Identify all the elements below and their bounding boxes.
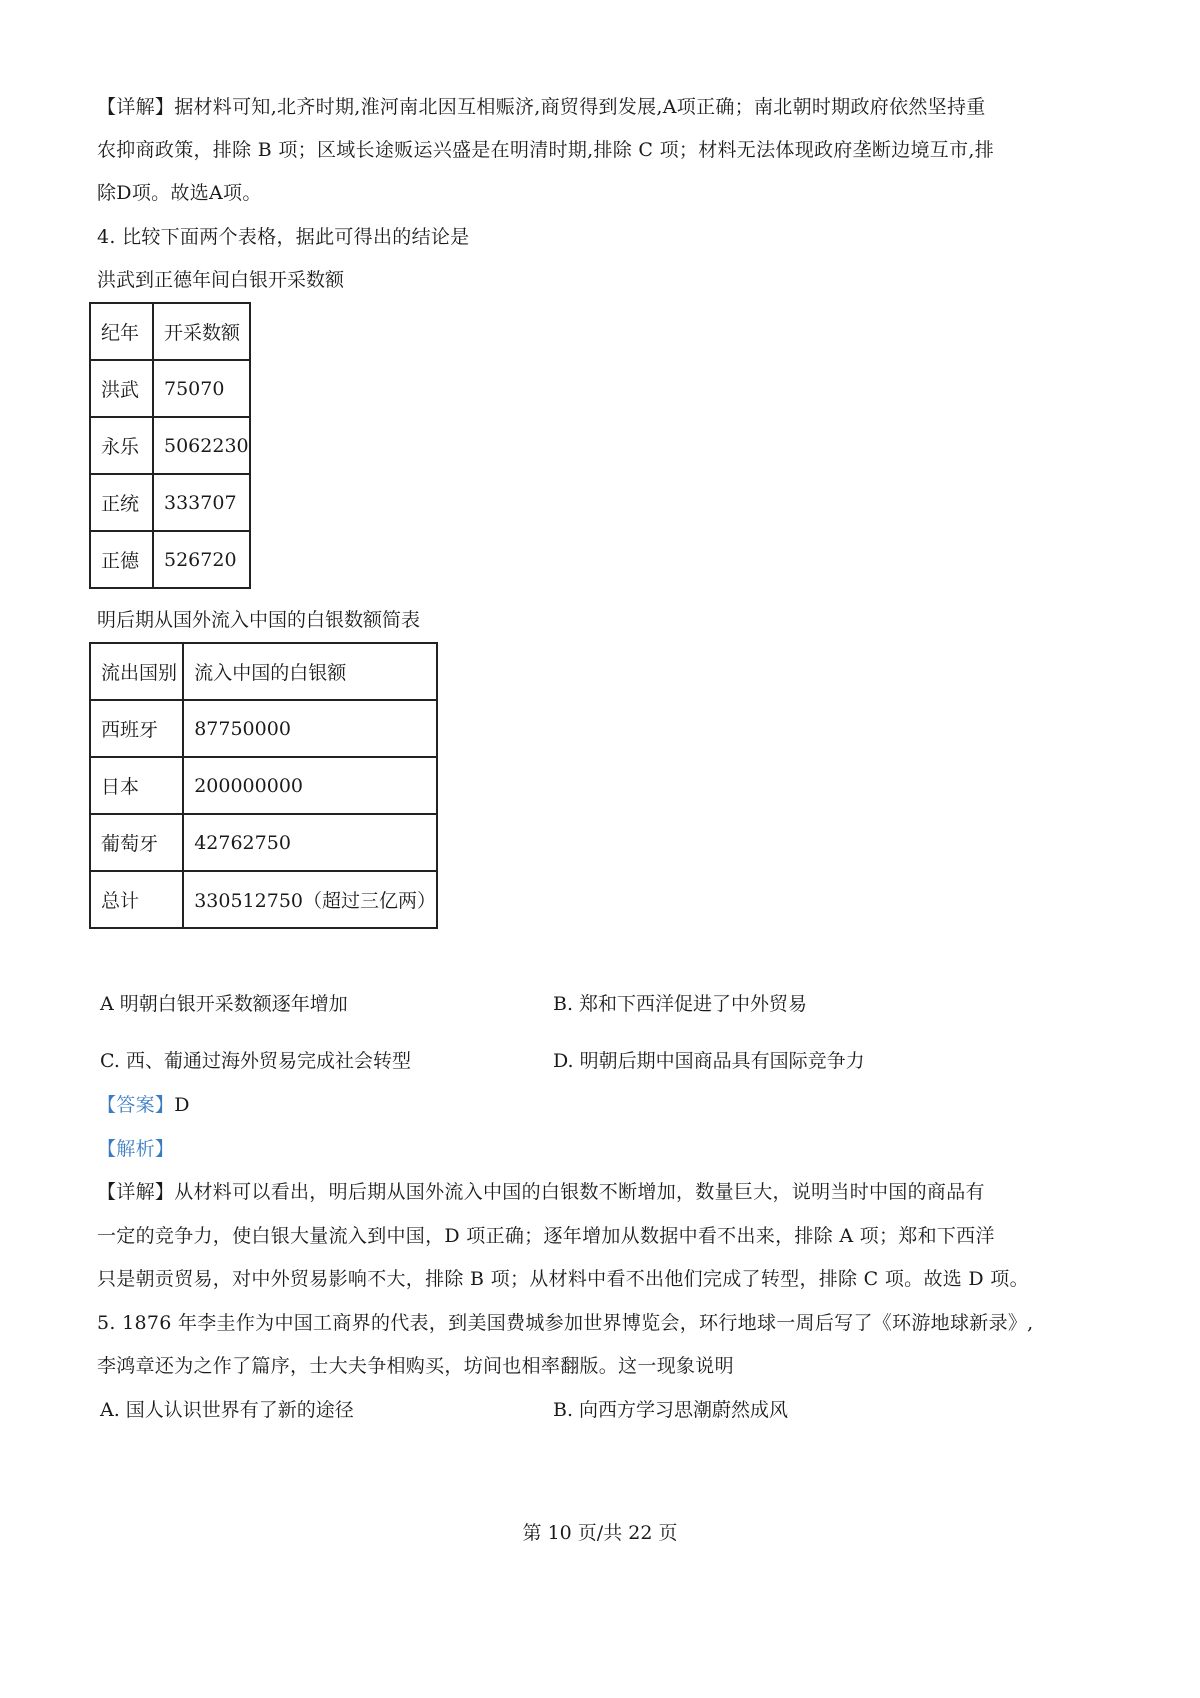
q4-detail-line-1: 【详解】从材料可以看出，明后期从国外流入中国的白银数不断增加，数量巨大，说明当时中国的商品有 bbox=[97, 1181, 985, 1203]
question-5-stem-line-2: 李鸿章还为之作了篇序，士大夫争相购买，坊间也相率翻版。这一现象说明 bbox=[97, 1355, 734, 1377]
table-cell: 75070 bbox=[153, 360, 250, 417]
table-row bbox=[90, 757, 437, 814]
table-row bbox=[90, 474, 250, 531]
prev-explanation-line-1: 【详解】据材料可知,北齐时期,淮河南北因互相赈济,商贸得到发展,A项正确；南北朝时期政府依然坚持重 bbox=[97, 96, 986, 118]
table-cell: 洪武 bbox=[90, 360, 153, 417]
table-row bbox=[90, 360, 250, 417]
q4-option-d: D. 明朝后期中国商品具有国际竞争力 bbox=[553, 1050, 865, 1072]
table-header-cell: 纪年 bbox=[90, 303, 153, 360]
table-header-cell: 开采数额 bbox=[153, 303, 250, 360]
table-cell: 5062230 bbox=[153, 417, 250, 474]
table-header-cell: 流出国别 bbox=[90, 643, 183, 700]
question-4-stem: 4. 比较下面两个表格，据此可得出的结论是 bbox=[97, 226, 470, 248]
table-cell: 87750000 bbox=[183, 700, 437, 757]
table-cell: 330512750（超过三亿两） bbox=[183, 871, 437, 928]
table-cell: 200000000 bbox=[183, 757, 437, 814]
detail-label: 【详解】 bbox=[97, 1181, 175, 1203]
table-cell: 日本 bbox=[90, 757, 183, 814]
table-cell: 葡萄牙 bbox=[90, 814, 183, 871]
table-cell: 42762750 bbox=[183, 814, 437, 871]
q5-option-a: A. 国人认识世界有了新的途径 bbox=[100, 1399, 354, 1421]
table-cell: 333707 bbox=[153, 474, 250, 531]
answer-value: D bbox=[174, 1094, 190, 1116]
prev-explanation-line-3: 除D项。故选A项。 bbox=[97, 182, 262, 204]
table-cell: 正统 bbox=[90, 474, 153, 531]
table-row bbox=[90, 814, 437, 871]
table-cell: 永乐 bbox=[90, 417, 153, 474]
table-cell: 西班牙 bbox=[90, 700, 183, 757]
answer-label: 【答案】 bbox=[97, 1094, 175, 1116]
table-cell: 526720 bbox=[153, 531, 250, 588]
q4-detail-line-3: 只是朝贡贸易，对中外贸易影响不大，排除 B 项；从材料中看不出他们完成了转型，排除 C 项。故选 D 项。 bbox=[97, 1268, 1029, 1290]
q4-option-c: C. 西、葡通过海外贸易完成社会转型 bbox=[100, 1050, 411, 1072]
table-cell: 正德 bbox=[90, 531, 153, 588]
q4-option-b: B. 郑和下西洋促进了中外贸易 bbox=[553, 993, 808, 1015]
table-header-row bbox=[90, 303, 250, 360]
q4-detail-line-2: 一定的竞争力，使白银大量流入到中国，D 项正确；逐年增加从数据中看不出来，排除 A 项；郑和下西洋 bbox=[97, 1225, 995, 1247]
q4-option-a: A 明朝白银开采数额逐年增加 bbox=[100, 993, 348, 1015]
detail-label: 【详解】 bbox=[97, 96, 175, 118]
table-row bbox=[90, 700, 437, 757]
table-cell: 总计 bbox=[90, 871, 183, 928]
page-footer: 第 10 页/共 22 页 bbox=[522, 1522, 678, 1544]
table-header-cell: 流入中国的白银额 bbox=[183, 643, 437, 700]
silver-mining-table bbox=[89, 302, 251, 589]
q5-option-b: B. 向西方学习思潮蔚然成风 bbox=[553, 1399, 789, 1421]
table-header-row bbox=[90, 643, 437, 700]
analysis-label: 【解析】 bbox=[97, 1138, 175, 1160]
table-row bbox=[90, 417, 250, 474]
table-row bbox=[90, 531, 250, 588]
prev-explanation-line-2: 农抑商政策，排除 B 项；区域长途贩运兴盛是在明清时期,排除 C 项；材料无法体现政府垄断边境互市,排 bbox=[97, 139, 995, 161]
question-5-stem-line-1: 5. 1876 年李圭作为中国工商界的代表，到美国费城参加世界博览会，环行地球一周后写了《环游地球新录》, bbox=[97, 1312, 1034, 1334]
table-row bbox=[90, 871, 437, 928]
table2-caption: 明后期从国外流入中国的白银数额简表 bbox=[97, 609, 421, 631]
answer-line bbox=[97, 1092, 190, 1118]
table1-caption: 洪武到正德年间白银开采数额 bbox=[97, 269, 345, 291]
silver-inflow-table bbox=[89, 642, 438, 929]
